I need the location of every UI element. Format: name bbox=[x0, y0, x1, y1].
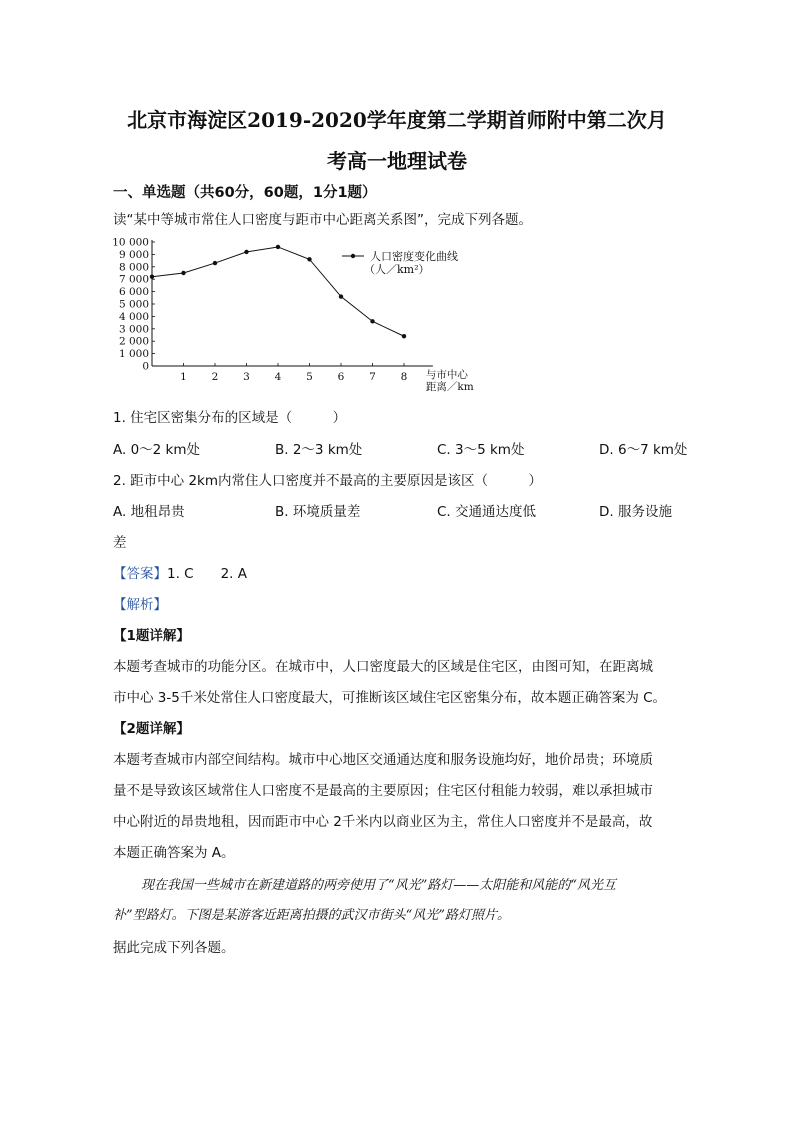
x-tick-label: 7 bbox=[369, 371, 376, 383]
detail-1-heading: 【1题详解】 bbox=[113, 628, 190, 644]
y-tick-label: 6 000 bbox=[118, 286, 149, 299]
legend-label: 人口密度变化曲线 bbox=[370, 250, 458, 263]
section-heading: 一、单选题（共60分，60题，1分1题） bbox=[113, 185, 377, 201]
detail-1-line: 本题考查城市的功能分区。在城市中，人口密度最大的区域是住宅区，由图可知，在距离城 bbox=[113, 659, 653, 675]
y-tick-label: 10 000 bbox=[112, 236, 149, 249]
y-tick-label: 1 000 bbox=[118, 348, 149, 361]
q2-option-a: A. 地租昂贵 bbox=[113, 504, 185, 520]
detail-2-line: 中心附近的昂贵地租，因而距市中心 2千米内以商业区为主，常住人口密度并不是最高，故 bbox=[113, 814, 653, 830]
x-axis-label: 与市中心 bbox=[425, 369, 468, 381]
question-intro: 读“某中等城市常住人口密度与距市中心距离关系图”，完成下列各题。 bbox=[113, 212, 532, 228]
y-tick-label: 8 000 bbox=[118, 261, 149, 274]
follow-up-instruction: 据此完成下列各题。 bbox=[113, 940, 235, 956]
data-point bbox=[150, 275, 154, 279]
doc-title-line2: 考高一地理试卷 bbox=[327, 149, 467, 173]
q1-option-a: A. 0～2 km处 bbox=[113, 442, 201, 458]
doc-title-line1: 北京市海淀区2019-2020学年度第二学期首师附中第二次月 bbox=[127, 108, 667, 132]
detail-1-line: 市中心 3-5千米处常住人口密度最大，可推断该区域住宅区密集分布，故本题正确答案为 C。 bbox=[113, 690, 667, 706]
analysis-tag: 【解析】 bbox=[113, 597, 167, 613]
question-2: 2. 距市中心 2km内常住人口密度并不最高的主要原因是该区（ ） bbox=[113, 473, 543, 489]
data-point bbox=[402, 334, 406, 338]
y-tick-label: 0 bbox=[142, 360, 149, 373]
q2-option-c: C. 交通通达度低 bbox=[437, 504, 537, 520]
y-tick-label: 5 000 bbox=[118, 298, 149, 311]
material-line: 补”型路灯。下图是某游客近距离拍摄的武汉市街头“风光”路灯照片。 bbox=[113, 908, 510, 923]
y-tick-label: 4 000 bbox=[118, 310, 149, 323]
q1-option-c: C. 3～5 km处 bbox=[437, 442, 525, 458]
data-point bbox=[244, 250, 248, 254]
series-line bbox=[152, 247, 404, 336]
q1-option-d: D. 6～7 km处 bbox=[599, 442, 688, 458]
answer-line bbox=[113, 562, 247, 582]
data-point bbox=[370, 319, 374, 323]
x-tick-label: 5 bbox=[306, 371, 313, 383]
detail-2-line: 本题正确答案为 A。 bbox=[113, 845, 235, 861]
answer-text: 1. C 2. A bbox=[167, 566, 248, 582]
x-tick-label: 2 bbox=[211, 371, 219, 383]
legend-unit: （人／km²） bbox=[364, 263, 430, 276]
data-point bbox=[213, 261, 217, 265]
data-point bbox=[181, 271, 185, 275]
answer-tag: 【答案】 bbox=[113, 566, 167, 582]
q2-option-d-wrap: 差 bbox=[113, 535, 127, 551]
x-tick-label: 1 bbox=[180, 371, 187, 383]
detail-2-line: 量不是导致该区域常住人口密度不是最高的主要原因；住宅区付租能力较弱，难以承担城市 bbox=[113, 783, 653, 799]
question-1: 1. 住宅区密集分布的区域是（ ） bbox=[113, 410, 347, 426]
x-axis-ticks bbox=[180, 363, 474, 393]
q1-option-b: B. 2～3 km处 bbox=[275, 442, 363, 458]
plot-area bbox=[150, 245, 406, 339]
q2-option-d: D. 服务设施 bbox=[599, 504, 672, 520]
material-line: 现在我国一些城市在新建道路的两旁使用了“风光”路灯——太阳能和风能的“风光互 bbox=[141, 878, 616, 893]
q2-option-b: B. 环境质量差 bbox=[275, 504, 361, 520]
data-point bbox=[276, 245, 280, 249]
x-tick-label: 6 bbox=[337, 371, 345, 383]
legend-marker bbox=[351, 254, 355, 258]
population-density-chart bbox=[110, 234, 480, 396]
data-point bbox=[307, 257, 311, 261]
x-axis-label: 距离／km bbox=[425, 381, 474, 393]
y-tick-label: 7 000 bbox=[118, 273, 149, 286]
y-tick-label: 9 000 bbox=[118, 248, 149, 261]
detail-2-line: 本题考查城市内部空间结构。城市中心地区交通通达度和服务设施均好，地价昂贵；环境质 bbox=[113, 752, 653, 768]
y-tick-label: 3 000 bbox=[118, 323, 149, 336]
detail-2-heading: 【2题详解】 bbox=[113, 721, 190, 737]
chart-legend bbox=[342, 249, 458, 276]
y-tick-label: 2 000 bbox=[118, 335, 149, 348]
x-tick-label: 3 bbox=[243, 371, 250, 383]
data-point bbox=[339, 294, 343, 298]
y-axis-ticks bbox=[112, 237, 155, 373]
x-tick-label: 4 bbox=[274, 371, 282, 383]
x-tick-label: 8 bbox=[400, 371, 408, 383]
